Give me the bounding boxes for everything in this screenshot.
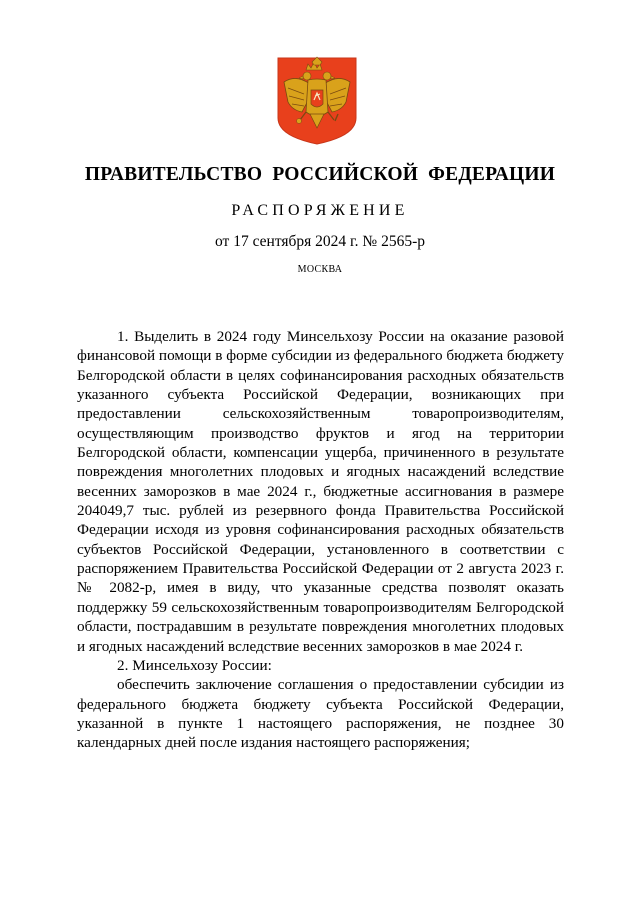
government-title: ПРАВИТЕЛЬСТВО РОССИЙСКОЙ ФЕДЕРАЦИИ [84, 164, 556, 185]
document-type: РАСПОРЯЖЕНИЕ [231, 202, 409, 219]
document-date-number: от 17 сентября 2024 г. № 2565-р [215, 233, 425, 250]
paragraph-1: 1. Выделить в 2024 году Минсельхозу России на оказание разовой финансовой помощи в форме субсидии из федерального бюджета бюджету Белгородской области в целях софинансирования расходных обязательств указанного субъекта Российской Федерации, возникающих при предоставлении сельскохозяйственным товаропроизводителям, осуществляющим производство фруктов и ягод на территории Белгородской области, компенсации ущерба, причиненного в результате повреждения многолетних плодовых и ягодных насаждений вследствие весенних заморозков в мае 2024 г., бюджетные ассигнования в размере 204049,7 тыс. рублей из резервного фонда Правительства Российской Федерации исходя из уровня софинансирования расходных обязательств субъектов Российской Федерации, установленного в соответствии с распоряжением Правительства Российской Федерации от 2 августа 2023 г. № 2082-р, имея в виду, что указанные средства позволят оказать поддержку 59 сельскохозяйственным товаропроизводителям Белгородской области, пострадавшим в результате повреждения многолетних плодовых и ягодных насаждений вследствие весенних заморозков в мае 2024 г. [77, 328, 564, 655]
document-city: МОСКВА [297, 264, 343, 275]
paragraph-2: 2. Минсельхозу России: [117, 656, 272, 674]
document-body [77, 327, 564, 753]
coat-of-arms-emblem [276, 56, 358, 146]
russian-coat-of-arms-icon [276, 56, 358, 146]
paragraph-2-subitem: обеспечить заключение соглашения о предоставлении субсидии из федерального бюджета бюджету субъекта Российской Федерации, указанной в пункте 1 настоящего распоряжения, не позднее 30 календарных дней после издания настоящего распоряжения; [77, 676, 564, 752]
